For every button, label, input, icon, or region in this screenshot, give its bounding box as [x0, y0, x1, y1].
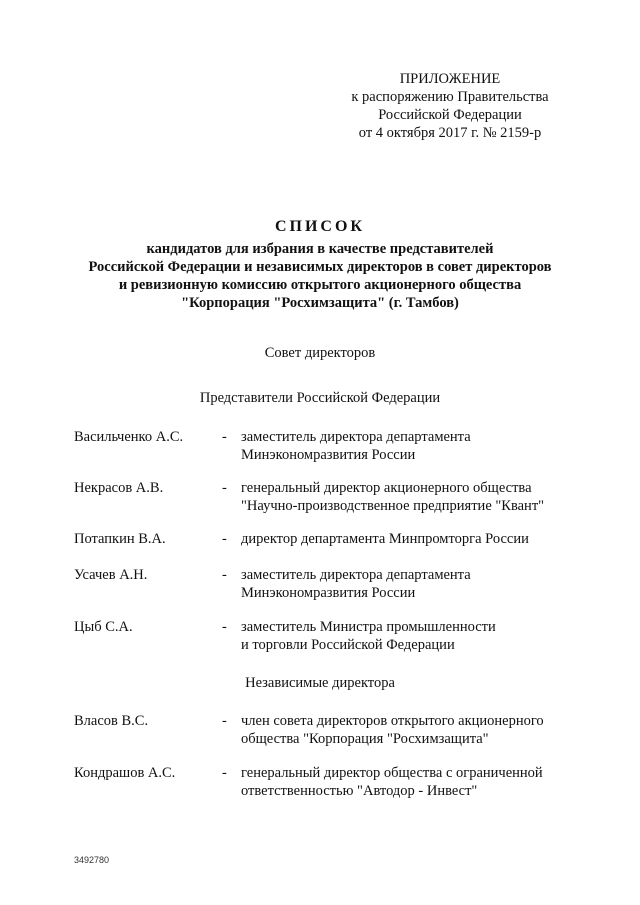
- subtitle-line: Российской Федерации и независимых директоров в совет директоров: [88, 259, 552, 275]
- appendix-order-ref: к распоряжению Правительства: [351, 89, 549, 105]
- dash-separator: -: [222, 713, 227, 729]
- role-line: "Научно-производственное предприятие "Квант": [241, 498, 545, 514]
- role-line: Минэкономразвития России: [241, 447, 416, 463]
- dash-separator: -: [222, 429, 227, 445]
- dash-separator: -: [222, 567, 227, 583]
- appendix-label: ПРИЛОЖЕНИЕ: [399, 71, 501, 87]
- role-line: общества "Корпорация "Росхимзащита": [241, 731, 489, 747]
- candidate-role: [241, 712, 601, 748]
- role-line: заместитель директора департамента: [241, 429, 471, 445]
- candidate-name: Некрасов А.В.: [74, 480, 164, 496]
- candidate-role: [241, 530, 601, 548]
- role-line: Минэкономразвития России: [241, 585, 416, 601]
- subtitle-line: "Корпорация "Росхимзащита" (г. Тамбов): [181, 295, 459, 311]
- role-line: генеральный директор акционерного общества: [241, 480, 532, 496]
- document-number: 3492780: [74, 855, 110, 865]
- role-line: генеральный директор общества с ограниченной: [241, 765, 543, 781]
- candidate-role: [241, 618, 601, 654]
- candidate-name: Усачев А.Н.: [74, 567, 148, 583]
- candidate-role: [241, 428, 601, 464]
- candidate-role: [241, 479, 601, 515]
- role-line: и торговли Российской Федерации: [241, 637, 455, 653]
- dash-separator: -: [222, 619, 227, 635]
- candidate-name: Потапкин В.А.: [74, 531, 166, 547]
- subtitle-line: кандидатов для избрания в качестве представителей: [146, 241, 494, 257]
- dash-separator: -: [222, 765, 227, 781]
- candidate-role: [241, 764, 601, 800]
- dash-separator: -: [222, 531, 227, 547]
- role-line: заместитель директора департамента: [241, 567, 471, 583]
- dash-separator: -: [222, 480, 227, 496]
- section-board: Совет директоров: [264, 345, 376, 361]
- document-title: СПИСОК: [274, 218, 366, 235]
- role-line: директор департамента Минпромторга России: [241, 531, 529, 547]
- candidate-name: Кондрашов А.С.: [74, 765, 176, 781]
- candidate-name: Васильченко А.С.: [74, 429, 184, 445]
- role-line: ответственностью "Автодор - Инвест": [241, 783, 478, 799]
- candidate-name: Цыб С.А.: [74, 619, 133, 635]
- subtitle-line: и ревизионную комиссию открытого акционерного общества: [118, 277, 522, 293]
- candidate-role: [241, 566, 601, 602]
- appendix-header: [330, 70, 570, 142]
- section-independent: Независимые директора: [245, 675, 395, 691]
- section-rf-reps: Представители Российской Федерации: [199, 390, 441, 406]
- appendix-date-number: от 4 октября 2017 г. № 2159-р: [358, 125, 542, 141]
- candidate-name: Власов В.С.: [74, 713, 149, 729]
- role-line: член совета директоров открытого акционерного: [241, 713, 544, 729]
- role-line: заместитель Министра промышленности: [241, 619, 496, 635]
- document-subtitle: [40, 240, 600, 312]
- appendix-government: Российской Федерации: [378, 107, 522, 123]
